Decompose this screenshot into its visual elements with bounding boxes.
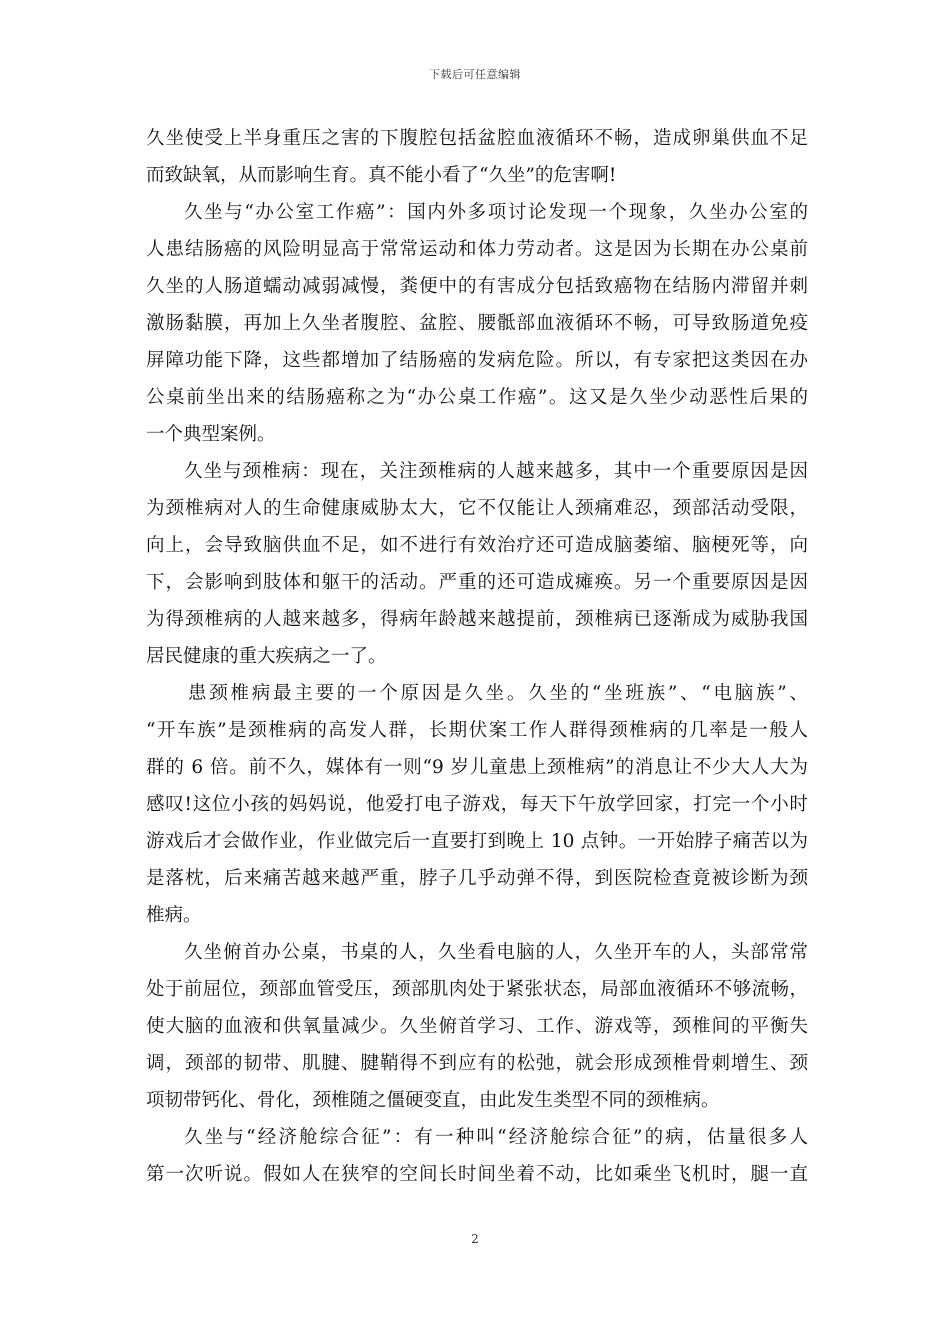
text-line: 一个典型案例。: [146, 424, 276, 445]
text-line: 久坐的人肠道蠕动减弱减慢，粪便中的有害成分包括致癌物在结肠内滞留并刺: [146, 276, 808, 297]
text-line: 群的 6 倍。前不久，媒体有一则“9 岁儿童患上颈椎病”的消息让不少大人大为: [146, 757, 808, 778]
text-line: 使大脑的血液和供氧量减少。久坐俯首学习、工作、游戏等，颈椎间的平衡失: [146, 1016, 808, 1037]
text-line: 久坐与“办公室工作癌”：国内外多项讨论发现一个现象，久坐办公室的: [184, 202, 808, 223]
text-line: 公桌前坐出来的结肠癌称之为“办公桌工作癌”。这又是久坐少动恶性后果的: [146, 387, 808, 408]
text-line: 屏障功能下降，这些都增加了结肠癌的发病危险。所以，有专家把这类因在办: [146, 350, 808, 371]
text-line: 为得颈椎病的人越来越多，得病年龄越来越提前，颈椎病已逐渐成为威胁我国: [146, 609, 808, 630]
text-line: 人患结肠癌的风险明显高于常常运动和体力劳动者。这是因为长期在办公桌前: [146, 239, 808, 260]
text-line: 患颈椎病最主要的一个原因是久坐。久坐的“坐班族”、“电脑族”、: [188, 683, 808, 704]
text-line: “开车族”是颈椎病的高发人群，长期伏案工作人群得颈椎病的几率是一般人: [146, 720, 808, 741]
page-header: 下载后可任意编辑: [429, 68, 521, 81]
text-line: 项韧带钙化、骨化，颈椎随之僵硬变直，由此发生类型不同的颈椎病。: [146, 1090, 720, 1111]
text-line: 第一次听说。假如人在狭窄的空间长时间坐着不动，比如乘坐飞机时，腿一直: [146, 1164, 808, 1185]
text-line: 处于前屈位，颈部血管受压，颈部肌肉处于紧张状态，局部血液循环不够流畅，: [146, 979, 808, 1000]
text-line: 感叹!这位小孩的妈妈说，他爱打电子游戏，每天下午放学回家，打完一个小时: [146, 794, 808, 815]
text-line: 游戏后才会做作业，作业做完后一直要打到晚上 10 点钟。一开始脖子痛苦以为: [146, 831, 808, 852]
text-line: 激肠黏膜，再加上久坐者腹腔、盆腔、腰骶部血液循环不畅，可导致肠道免疫: [146, 313, 808, 334]
text-line: 调，颈部的韧带、肌腱、腱鞘得不到应有的松弛，就会形成颈椎骨刺增生、颈: [146, 1053, 808, 1074]
text-line: 椎病。: [146, 905, 202, 926]
text-line: 久坐使受上半身重压之害的下腹腔包括盆腔血液循环不畅，造成卵巢供血不足: [146, 128, 808, 149]
text-line: 久坐与颈椎病：现在，关注颈椎病的人越来越多，其中一个重要原因是因: [184, 461, 808, 482]
text-line: 为颈椎病对人的生命健康威胁太大，它不仅能让人颈痛难忍，颈部活动受限，: [146, 498, 808, 519]
text-line: 久坐俯首办公桌，书桌的人，久坐看电脑的人，久坐开车的人，头部常常: [184, 942, 808, 963]
text-line: 向上，会导致脑供血不足，如不进行有效治疗还可造成脑萎缩、脑梗死等，向: [146, 535, 808, 556]
text-line: 久坐与“经济舱综合征”：有一种叫“经济舱综合征”的病，估量很多人: [184, 1127, 808, 1148]
text-line: 居民健康的重大疾病之一了。: [146, 646, 387, 667]
text-line: 是落枕，后来痛苦越来越严重，脖子几乎动弹不得，到医院检查竟被诊断为颈: [146, 868, 808, 889]
page-number: 2: [471, 1232, 479, 1246]
body-text: [146, 120, 808, 1193]
text-line: 而致缺氧，从而影响生育。真不能小看了“久坐”的危害啊!: [146, 165, 617, 186]
text-line: 下，会影响到肢体和躯干的活动。严重的还可造成瘫痪。另一个重要原因是因: [146, 572, 808, 593]
